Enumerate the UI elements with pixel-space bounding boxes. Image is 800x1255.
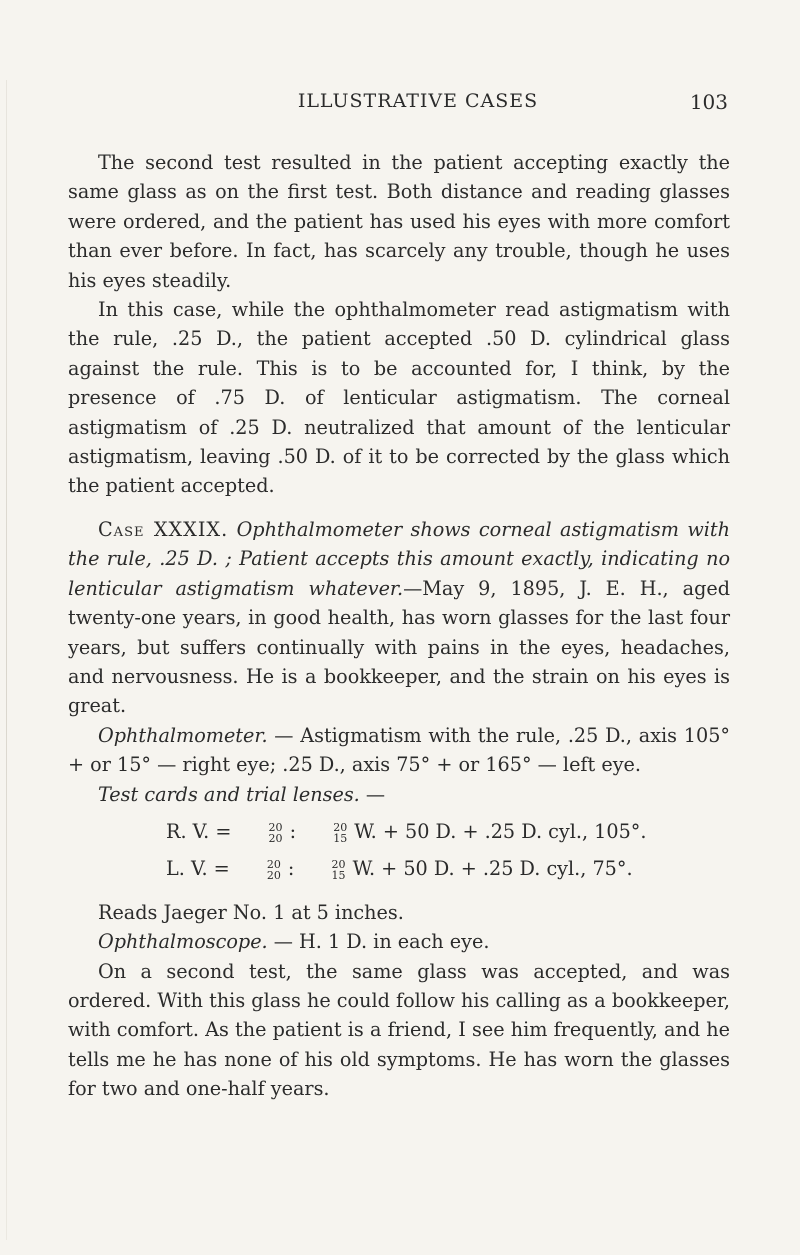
fraction-numerator: 20 (266, 858, 281, 872)
fraction (239, 822, 283, 844)
formula-separator: : (281, 857, 301, 881)
ophthalmoscope-paragraph (68, 927, 730, 956)
running-head: ILLUSTRATIVE CASES (297, 90, 539, 112)
case-title: Ophthalmometer shows corneal astigmatism with the rule, .25 D. ; Patient accepts this amount exactly, indicating no lenticular astigmatism whatever. (68, 517, 730, 600)
page-body (68, 148, 730, 1104)
formula-suffix: W. + 50 D. + .25 D. cyl., 75°. (346, 857, 633, 881)
page-edge-shadow (6, 80, 7, 1240)
fraction-denominator: 15 (333, 831, 348, 845)
formula-prefix: L. V. = (166, 857, 236, 881)
paragraph: In this case, while the ophthalmometer read astigmatism with the rule, .25 D., the patient accepted .50 D. cylindrical glass against the rule. This is to be accounted for, I think, by the presence of .75 D. of lenticular astigmatism. The corneal astigmatism of .25 D. neutralized that amount of the lenticular astigmatism, leaving .50 D. of it to be corrected by the glass which the patient accepted. (68, 298, 730, 498)
case-heading-paragraph (68, 515, 730, 721)
test-cards-paragraph (68, 780, 730, 809)
fraction-numerator: 20 (333, 820, 348, 834)
ophthalmometer-paragraph (68, 721, 730, 780)
ophthalmometer-label: Ophthalmometer. (98, 723, 268, 747)
case-body: —May 9, 1895, J. E. H., aged twenty-one years, in good health, has worn glasses for the last four years, but suffers continually with pains in the eyes, headaches, and nervousness. He is a bookkeeper, and the strain on his eyes is great. (68, 576, 730, 718)
formula-suffix: W. + 50 D. + .25 D. cyl., 105°. (348, 819, 647, 843)
test-cards-dash: — (359, 782, 386, 806)
ophthalmoscope-label: Ophthalmoscope. (98, 930, 268, 954)
fraction (302, 859, 346, 881)
jaeger-paragraph: Reads Jaeger No. 1 at 5 inches. (98, 900, 404, 924)
page-number: 103 (689, 90, 728, 114)
fraction-numerator: 20 (331, 858, 346, 872)
page-header (108, 90, 728, 120)
formula-left-eye (68, 854, 730, 883)
paragraph: The second test resulted in the patient accepting exactly the same glass as on the first test. Both distance and reading glasses were ordered, and the patient has used his eyes with more comfort than ever before. In fact, has scarcely any trouble, though he uses his eyes steadily. (68, 151, 730, 292)
formula-right-eye (68, 817, 730, 846)
fraction-denominator: 20 (266, 869, 281, 883)
ophthalmoscope-text: — H. 1 D. in each eye. (267, 930, 490, 954)
case-label: Case XXXIX. (98, 517, 229, 541)
fraction-denominator: 15 (331, 869, 346, 883)
fraction (303, 822, 347, 844)
fraction-denominator: 20 (268, 831, 283, 845)
ophthalmometer-text: — Astigmatism with the rule, .25 D., axis 105° + or 15° — right eye; .25 D., axis 75° + or 165° — left eye. (68, 723, 730, 777)
paragraph: On a second test, the same glass was accepted, and was ordered. With this glass he could follow his calling as a bookkeeper, with comfort. As the patient is a friend, I see him frequently, and he tells me he has none of his old symptoms. He has worn the glasses for two and one-half years. (68, 959, 730, 1101)
formula-separator: : (283, 819, 303, 843)
formula-prefix: R. V. = (166, 819, 238, 843)
fraction (237, 859, 281, 881)
fraction-numerator: 20 (268, 820, 283, 834)
test-cards-label: Test cards and trial lenses. (98, 782, 360, 806)
